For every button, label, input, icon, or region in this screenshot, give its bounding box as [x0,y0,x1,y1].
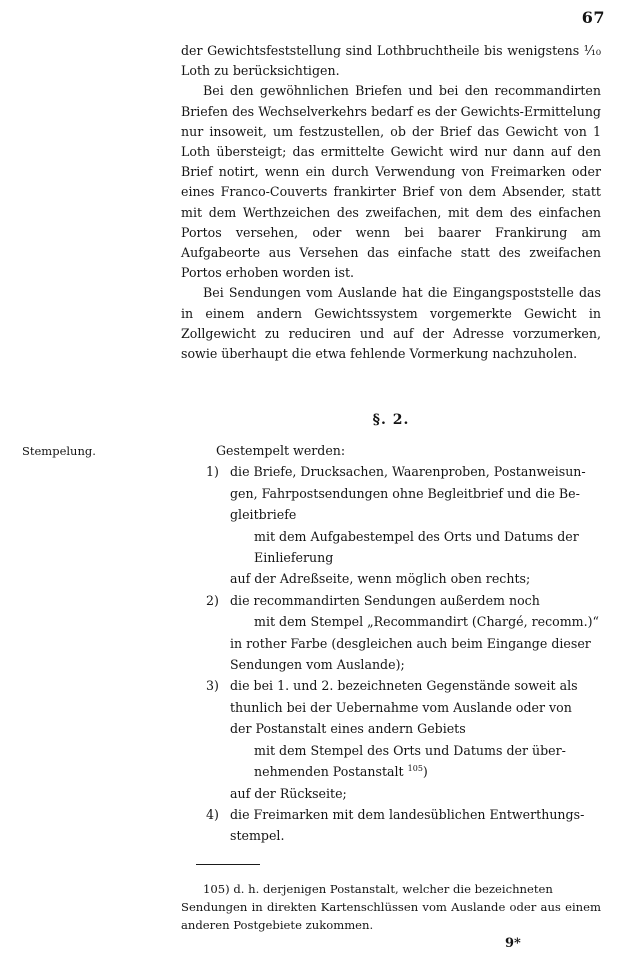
footnote [181,880,601,934]
list-item-line: die Freimarken mit dem landesüblichen Entwerthungs- [230,806,585,822]
list-item-subline: mit dem Stempel des Orts und Datums der über- [254,742,566,758]
list-item-line: der Postanstalt eines andern Gebiets [230,721,466,737]
list-item-tail: auf der Rückseite; [230,785,347,801]
printer-signature-mark: 9* [505,936,521,951]
list-item [206,590,601,676]
footnote-continuation: Sendungen in direkten Kartenschlüssen vom Auslande oder aus einem anderen Postgebiete zukommen. [181,900,601,932]
list-item-tail: in rother Farbe (desgleichen auch beim Eingange dieser [230,635,591,651]
list-item-subline: Einlieferung [254,550,334,566]
paragraph-continuation: der Gewichtsfeststellung sind Lothbruchtheile bis wenigstens ⅒ Loth zu berücksichtigen. [181,43,601,79]
list-item [206,804,601,847]
footnote-text: d. h. derjenigen Postanstalt, welcher die bezeichneten [233,882,553,896]
footnote-reference: 105 [407,763,423,773]
closing-paren: ) [422,764,428,780]
list-item-line: gen, Fahrpostsendungen ohne Begleitbrief und die Be- [230,485,580,501]
footnote-first-line [181,880,601,898]
list-item-tail: auf der Adreßseite, wenn möglich oben rechts; [230,571,531,587]
list-item-number: 2) [206,592,219,608]
list-item-subline: mit dem Stempel „Recommandirt (Chargé, recomm.)“ [254,614,599,630]
list-item-tail: Sendungen vom Auslande); [230,657,405,673]
list-item-text [230,675,601,803]
page-number: 67 [581,8,605,27]
list-item-line: die Briefe, Drucksachen, Waarenproben, Postanweisun- [230,464,586,480]
paragraph-foreign-mail: Bei Sendungen vom Auslande hat die Eingangspoststelle das in einem andern Gewichtssystem vorgemerkte Gewicht in Zollgewicht zu reduciren und auf der Adresse vorzumerken, sowie überhaupt die etwa fehlende Vormerkung nachzuholen. [181,285,601,362]
list-item-line: gleitbriefe [230,507,297,523]
paragraph-block [181,41,601,364]
list-item-text [230,804,601,847]
list-item-line: die recommandirten Sendungen außerdem noch [230,592,540,608]
list-item [206,461,601,589]
list-item-number: 3) [206,678,219,694]
list-item [206,675,601,803]
section-heading: §. 2. [372,412,410,428]
paragraph-weighing: Bei den gewöhnlichen Briefen und bei den recommandirten Briefen des Wechselverkehrs bedarf es der Gewichts-Ermittelung nur insoweit, um festzustellen, ob der Brief das Gewicht von 1 Loth übersteigt; das ermittelte Gewicht wird nur dann auf den Brief notirt, wenn ein durch Verwendung von Freimarken oder eines Franco-Couverts frankirter Brief von dem Absender, statt mit dem Werthzeichen des zweifachen, mit dem des einfachen Portos versehen, oder wenn bei baarer Frankirung am Aufgabeorte aus Versehen das einfache statt des zweifachen Portos erhoben worden ist. [181,83,601,281]
list-item-subline [254,761,601,782]
list-item-text [230,590,601,676]
footnote-divider [196,864,260,865]
list-item-line: die bei 1. und 2. bezeichneten Gegenstände soweit als [230,678,578,694]
list-item-text [230,461,601,589]
stamping-list [206,440,601,847]
list-item-line: thunlich bei der Uebernahme vom Auslande oder von [230,699,572,715]
list-intro: Gestempelt werden: [216,443,346,458]
margin-note: Stempelung. [22,444,96,458]
list-item-subline-text: nehmenden Postanstalt [254,764,404,780]
list-item-line: stempel. [230,828,285,844]
list-item-number: 4) [206,806,219,822]
list-item-number: 1) [206,464,219,480]
list-item-subline: mit dem Aufgabestempel des Orts und Datums der [254,528,579,544]
footnote-label: 105) [203,882,230,896]
